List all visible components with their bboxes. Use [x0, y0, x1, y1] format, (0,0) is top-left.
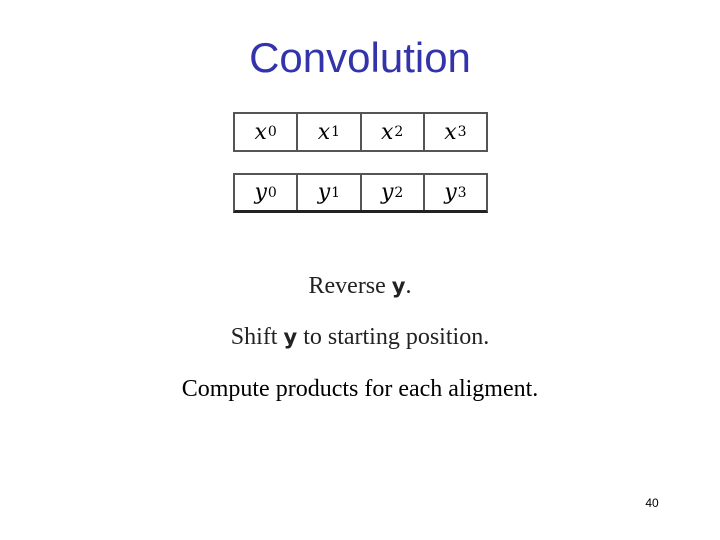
cell-subscript: 1: [331, 184, 341, 201]
cell-subscript: 1: [331, 124, 341, 140]
cell-variable: y: [317, 180, 331, 205]
x-cell: [235, 114, 298, 150]
cell-subscript: 0: [267, 184, 277, 201]
reverse-instruction: [0, 273, 720, 300]
cell-variable: y: [254, 180, 267, 205]
compute-instruction: Compute products for each aligment.: [181, 376, 539, 402]
cell-subscript: 3: [457, 124, 467, 140]
instruction-text: to starting position.: [297, 324, 490, 350]
page-number: 40: [645, 496, 659, 510]
y-cell: [298, 175, 361, 210]
slide-title: Convolution: [249, 34, 471, 81]
cell-subscript: 2: [394, 124, 404, 140]
x-cell: [298, 114, 361, 150]
cell-variable: x: [380, 119, 394, 145]
instruction-bold-variable: y: [283, 325, 298, 349]
instruction-text: .: [405, 273, 412, 299]
x-array-row: [233, 112, 488, 152]
instruction-text: Shift: [230, 324, 284, 350]
cell-variable: y: [380, 180, 394, 205]
cell-variable: x: [254, 119, 267, 145]
shift-instruction: [0, 324, 720, 351]
y-cell: [425, 175, 486, 210]
instruction-text: Reverse: [308, 273, 392, 299]
cell-subscript: 3: [457, 184, 467, 201]
y-cell: [362, 175, 425, 210]
cell-subscript: 2: [394, 184, 404, 201]
x-cell: [425, 114, 486, 150]
instruction-bold-variable: y: [391, 274, 406, 298]
y-cell: [235, 175, 298, 210]
cell-subscript: 0: [267, 124, 277, 140]
cell-variable: x: [317, 119, 331, 145]
cell-variable: x: [444, 119, 457, 145]
cell-variable: y: [444, 180, 457, 205]
y-array-row: [233, 173, 488, 213]
x-cell: [362, 114, 425, 150]
